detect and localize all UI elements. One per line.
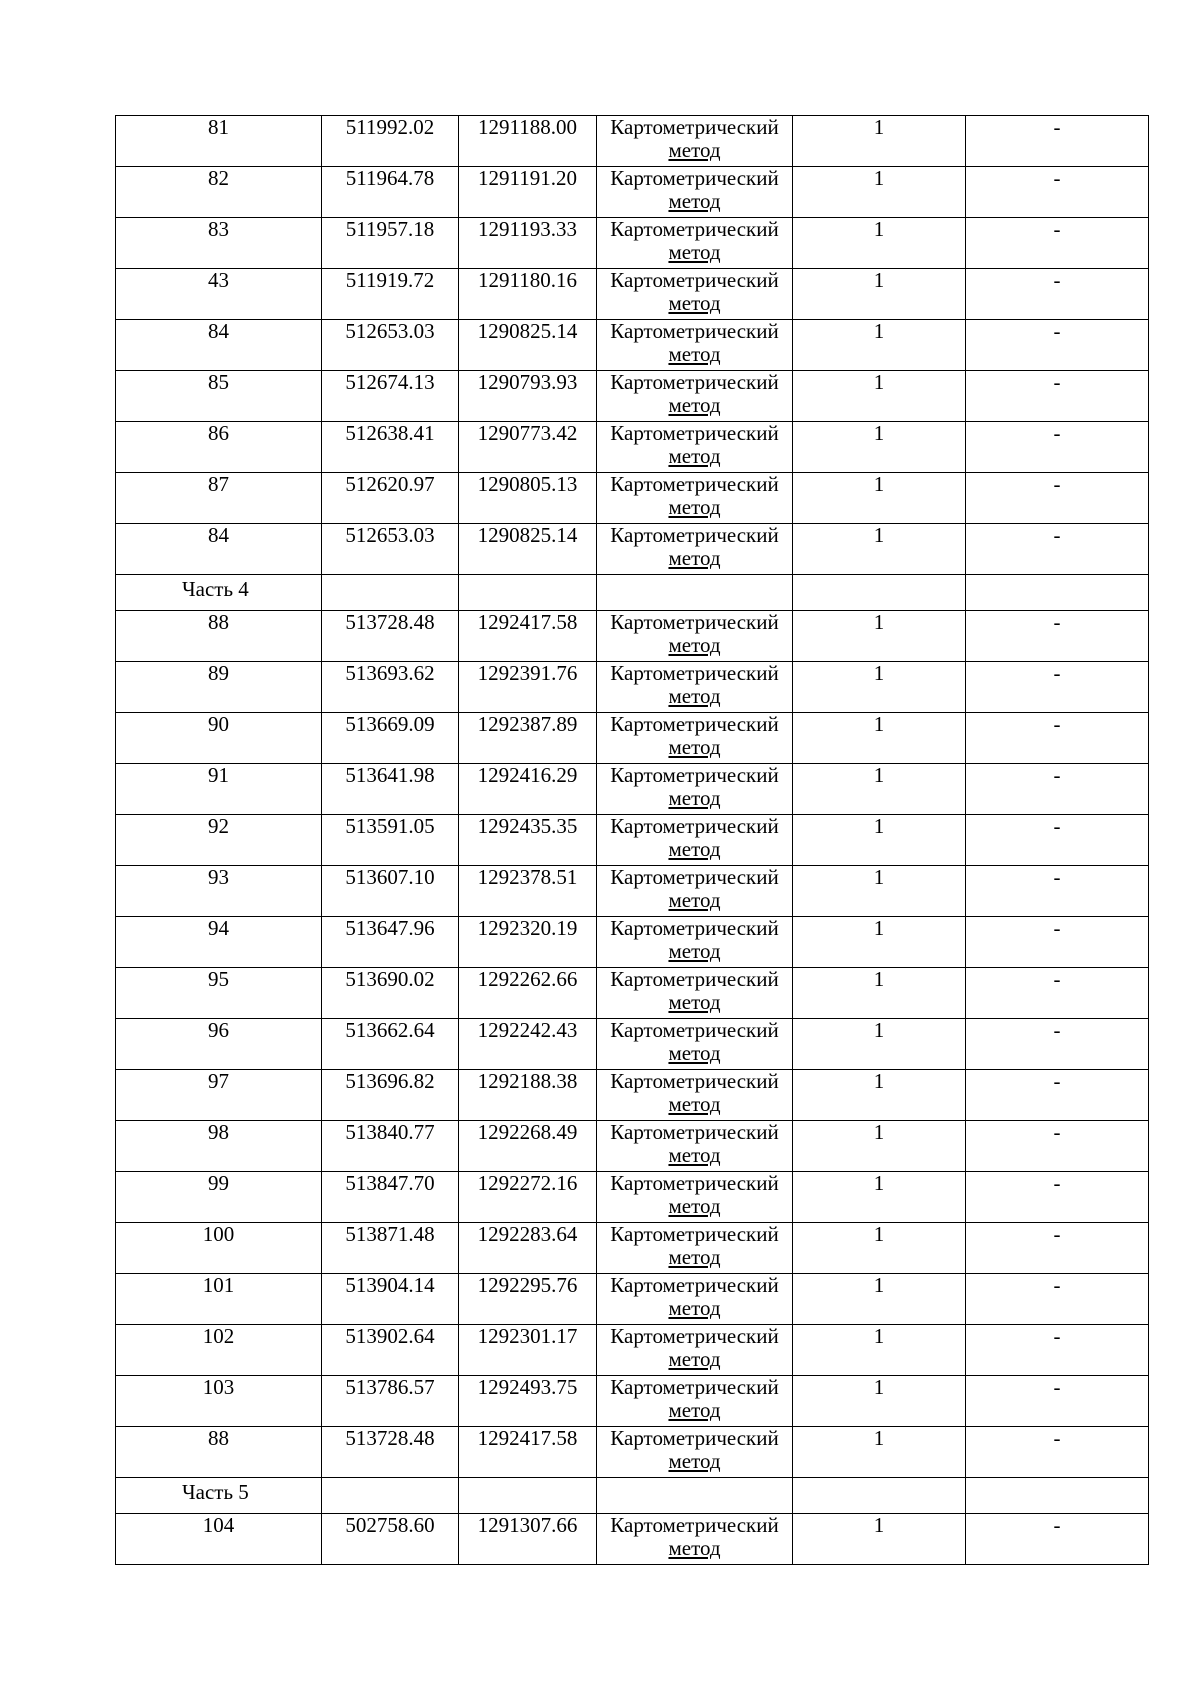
accuracy-cell: 1 [793,422,966,473]
point-number-cell: 81 [116,116,322,167]
point-number-cell: 89 [116,662,322,713]
point-number-cell: 88 [116,611,322,662]
point-number-cell: 102 [116,1325,322,1376]
accuracy-cell: 1 [793,1514,966,1565]
accuracy-cell: 1 [793,218,966,269]
method-suffix: метод [668,939,721,963]
x-coordinate-cell: 513840.77 [322,1121,459,1172]
method-cell [597,662,793,713]
note-cell: - [966,320,1149,371]
table-row [116,764,1149,815]
table-row [116,866,1149,917]
method-cell [597,764,793,815]
accuracy-cell: 1 [793,1376,966,1427]
empty-cell [793,1478,966,1514]
part-label: Часть 4 [116,575,322,611]
note-cell: - [966,713,1149,764]
method-name: Картометрический [610,967,779,991]
table-row [116,320,1149,371]
note-cell: - [966,662,1149,713]
x-coordinate-cell: 513902.64 [322,1325,459,1376]
accuracy-cell: 1 [793,1019,966,1070]
note-cell: - [966,269,1149,320]
x-coordinate-cell: 513607.10 [322,866,459,917]
table-row [116,1070,1149,1121]
table-row [116,167,1149,218]
note-cell: - [966,611,1149,662]
y-coordinate-cell: 1292242.43 [459,1019,597,1070]
method-suffix: метод [668,1194,721,1218]
point-number-cell: 98 [116,1121,322,1172]
point-number-cell: 82 [116,167,322,218]
x-coordinate-cell: 513693.62 [322,662,459,713]
method-cell [597,1070,793,1121]
method-name: Картометрический [610,370,779,394]
method-name: Картометрический [610,1069,779,1093]
table-row [116,1172,1149,1223]
note-cell: - [966,422,1149,473]
method-cell [597,917,793,968]
note-cell: - [966,1325,1149,1376]
accuracy-cell: 1 [793,167,966,218]
method-suffix: метод [668,444,721,468]
method-suffix: метод [668,138,721,162]
method-suffix: метод [668,633,721,657]
table-row [116,1514,1149,1565]
accuracy-cell: 1 [793,1070,966,1121]
accuracy-cell: 1 [793,1325,966,1376]
method-cell [597,1376,793,1427]
table-row [116,218,1149,269]
table-row [116,1274,1149,1325]
method-suffix: метод [668,1143,721,1167]
table-row [116,917,1149,968]
method-suffix: метод [668,1347,721,1371]
empty-cell [459,1478,597,1514]
note-cell: - [966,473,1149,524]
method-suffix: метод [668,990,721,1014]
note-cell: - [966,116,1149,167]
method-name: Картометрический [610,319,779,343]
table-row [116,269,1149,320]
method-name: Картометрический [610,421,779,445]
method-cell [597,815,793,866]
table-row [116,968,1149,1019]
table-row [116,1121,1149,1172]
coordinates-table-body [116,116,1149,1565]
empty-cell [966,1478,1149,1514]
method-name: Картометрический [610,712,779,736]
accuracy-cell: 1 [793,1427,966,1478]
empty-cell [597,1478,793,1514]
table-row [116,611,1149,662]
table-row [116,815,1149,866]
y-coordinate-cell: 1291193.33 [459,218,597,269]
point-number-cell: 104 [116,1514,322,1565]
accuracy-cell: 1 [793,968,966,1019]
note-cell: - [966,1070,1149,1121]
method-name: Картометрический [610,1273,779,1297]
method-name: Картометрический [610,1171,779,1195]
x-coordinate-cell: 513690.02 [322,968,459,1019]
method-suffix: метод [668,342,721,366]
note-cell: - [966,1376,1149,1427]
method-cell [597,1427,793,1478]
method-cell [597,269,793,320]
point-number-cell: 100 [116,1223,322,1274]
method-name: Картометрический [610,610,779,634]
y-coordinate-cell: 1292295.76 [459,1274,597,1325]
method-name: Картометрический [610,763,779,787]
note-cell: - [966,167,1149,218]
method-cell [597,167,793,218]
accuracy-cell: 1 [793,713,966,764]
method-suffix: метод [668,393,721,417]
y-coordinate-cell: 1292435.35 [459,815,597,866]
table-row [116,1376,1149,1427]
method-suffix: метод [668,1092,721,1116]
y-coordinate-cell: 1292391.76 [459,662,597,713]
x-coordinate-cell: 513591.05 [322,815,459,866]
note-cell: - [966,968,1149,1019]
x-coordinate-cell: 512653.03 [322,320,459,371]
method-suffix: метод [668,735,721,759]
point-number-cell: 83 [116,218,322,269]
method-cell [597,1325,793,1376]
method-name: Картометрический [610,217,779,241]
y-coordinate-cell: 1292387.89 [459,713,597,764]
x-coordinate-cell: 513662.64 [322,1019,459,1070]
table-row [116,1427,1149,1478]
y-coordinate-cell: 1292272.16 [459,1172,597,1223]
table-row [116,713,1149,764]
accuracy-cell: 1 [793,662,966,713]
accuracy-cell: 1 [793,116,966,167]
method-name: Картометрический [610,1018,779,1042]
y-coordinate-cell: 1292301.17 [459,1325,597,1376]
empty-cell [966,575,1149,611]
point-number-cell: 90 [116,713,322,764]
point-number-cell: 92 [116,815,322,866]
y-coordinate-cell: 1292283.64 [459,1223,597,1274]
method-suffix: метод [668,684,721,708]
x-coordinate-cell: 513786.57 [322,1376,459,1427]
note-cell: - [966,218,1149,269]
method-suffix: метод [668,786,721,810]
method-cell [597,116,793,167]
x-coordinate-cell: 512620.97 [322,473,459,524]
empty-cell [597,575,793,611]
method-suffix: метод [668,546,721,570]
y-coordinate-cell: 1292416.29 [459,764,597,815]
method-cell [597,320,793,371]
point-number-cell: 84 [116,320,322,371]
accuracy-cell: 1 [793,866,966,917]
x-coordinate-cell: 502758.60 [322,1514,459,1565]
method-suffix: метод [668,1536,721,1560]
method-name: Картометрический [610,661,779,685]
y-coordinate-cell: 1291191.20 [459,167,597,218]
table-row [116,1223,1149,1274]
table-row [116,1325,1149,1376]
note-cell: - [966,917,1149,968]
method-name: Картометрический [610,814,779,838]
y-coordinate-cell: 1292417.58 [459,1427,597,1478]
point-number-cell: 84 [116,524,322,575]
note-cell: - [966,1427,1149,1478]
method-suffix: метод [668,888,721,912]
method-suffix: метод [668,189,721,213]
x-coordinate-cell: 513696.82 [322,1070,459,1121]
x-coordinate-cell: 513847.70 [322,1172,459,1223]
note-cell: - [966,1019,1149,1070]
y-coordinate-cell: 1291307.66 [459,1514,597,1565]
method-name: Картометрический [610,472,779,496]
method-suffix: метод [668,1449,721,1473]
method-cell [597,968,793,1019]
y-coordinate-cell: 1290793.93 [459,371,597,422]
point-number-cell: 87 [116,473,322,524]
method-name: Картометрический [610,1375,779,1399]
note-cell: - [966,1514,1149,1565]
x-coordinate-cell: 513904.14 [322,1274,459,1325]
method-cell [597,611,793,662]
y-coordinate-cell: 1292262.66 [459,968,597,1019]
y-coordinate-cell: 1292188.38 [459,1070,597,1121]
x-coordinate-cell: 511919.72 [322,269,459,320]
accuracy-cell: 1 [793,815,966,866]
table-row [116,116,1149,167]
accuracy-cell: 1 [793,1172,966,1223]
x-coordinate-cell: 513641.98 [322,764,459,815]
method-cell [597,1172,793,1223]
point-number-cell: 86 [116,422,322,473]
y-coordinate-cell: 1292493.75 [459,1376,597,1427]
x-coordinate-cell: 512674.13 [322,371,459,422]
method-cell [597,866,793,917]
y-coordinate-cell: 1290805.13 [459,473,597,524]
point-number-cell: 99 [116,1172,322,1223]
method-name: Картометрический [610,1222,779,1246]
coordinates-table [115,115,1149,1565]
method-cell [597,1223,793,1274]
point-number-cell: 88 [116,1427,322,1478]
method-name: Картометрический [610,1120,779,1144]
note-cell: - [966,1274,1149,1325]
method-name: Картометрический [610,268,779,292]
method-cell [597,218,793,269]
method-suffix: метод [668,1296,721,1320]
method-suffix: метод [668,837,721,861]
note-cell: - [966,1121,1149,1172]
empty-cell [793,575,966,611]
y-coordinate-cell: 1291180.16 [459,269,597,320]
method-name: Картометрический [610,916,779,940]
y-coordinate-cell: 1290825.14 [459,524,597,575]
point-number-cell: 43 [116,269,322,320]
method-cell [597,473,793,524]
method-suffix: метод [668,1041,721,1065]
table-row [116,1019,1149,1070]
part-header-row [116,1478,1149,1514]
x-coordinate-cell: 513669.09 [322,713,459,764]
accuracy-cell: 1 [793,1223,966,1274]
method-suffix: метод [668,291,721,315]
point-number-cell: 85 [116,371,322,422]
point-number-cell: 97 [116,1070,322,1121]
y-coordinate-cell: 1290773.42 [459,422,597,473]
table-row [116,473,1149,524]
x-coordinate-cell: 511964.78 [322,167,459,218]
accuracy-cell: 1 [793,473,966,524]
note-cell: - [966,764,1149,815]
accuracy-cell: 1 [793,320,966,371]
empty-cell [459,575,597,611]
point-number-cell: 96 [116,1019,322,1070]
point-number-cell: 94 [116,917,322,968]
accuracy-cell: 1 [793,611,966,662]
accuracy-cell: 1 [793,371,966,422]
x-coordinate-cell: 511992.02 [322,116,459,167]
method-name: Картометрический [610,523,779,547]
point-number-cell: 91 [116,764,322,815]
accuracy-cell: 1 [793,764,966,815]
point-number-cell: 103 [116,1376,322,1427]
method-name: Картометрический [610,865,779,889]
empty-cell [322,575,459,611]
x-coordinate-cell: 513647.96 [322,917,459,968]
table-row [116,371,1149,422]
x-coordinate-cell: 513871.48 [322,1223,459,1274]
note-cell: - [966,1223,1149,1274]
y-coordinate-cell: 1291188.00 [459,116,597,167]
method-suffix: метод [668,1398,721,1422]
method-cell [597,1514,793,1565]
x-coordinate-cell: 513728.48 [322,1427,459,1478]
y-coordinate-cell: 1290825.14 [459,320,597,371]
point-number-cell: 101 [116,1274,322,1325]
part-label: Часть 5 [116,1478,322,1514]
table-row [116,662,1149,713]
x-coordinate-cell: 513728.48 [322,611,459,662]
method-suffix: метод [668,495,721,519]
method-name: Картометрический [610,1426,779,1450]
x-coordinate-cell: 512653.03 [322,524,459,575]
method-cell [597,371,793,422]
x-coordinate-cell: 511957.18 [322,218,459,269]
accuracy-cell: 1 [793,1121,966,1172]
table-row [116,422,1149,473]
method-name: Картометрический [610,1324,779,1348]
part-header-row [116,575,1149,611]
note-cell: - [966,371,1149,422]
point-number-cell: 95 [116,968,322,1019]
method-suffix: метод [668,1245,721,1269]
note-cell: - [966,815,1149,866]
accuracy-cell: 1 [793,524,966,575]
y-coordinate-cell: 1292268.49 [459,1121,597,1172]
method-cell [597,422,793,473]
method-name: Картометрический [610,166,779,190]
method-cell [597,713,793,764]
method-suffix: метод [668,240,721,264]
point-number-cell: 93 [116,866,322,917]
accuracy-cell: 1 [793,269,966,320]
note-cell: - [966,1172,1149,1223]
method-name: Картометрический [610,115,779,139]
x-coordinate-cell: 512638.41 [322,422,459,473]
table-row [116,524,1149,575]
empty-cell [322,1478,459,1514]
method-name: Картометрический [610,1513,779,1537]
method-cell [597,1121,793,1172]
y-coordinate-cell: 1292320.19 [459,917,597,968]
note-cell: - [966,524,1149,575]
y-coordinate-cell: 1292378.51 [459,866,597,917]
accuracy-cell: 1 [793,917,966,968]
method-cell [597,524,793,575]
note-cell: - [966,866,1149,917]
method-cell [597,1019,793,1070]
accuracy-cell: 1 [793,1274,966,1325]
method-cell [597,1274,793,1325]
y-coordinate-cell: 1292417.58 [459,611,597,662]
